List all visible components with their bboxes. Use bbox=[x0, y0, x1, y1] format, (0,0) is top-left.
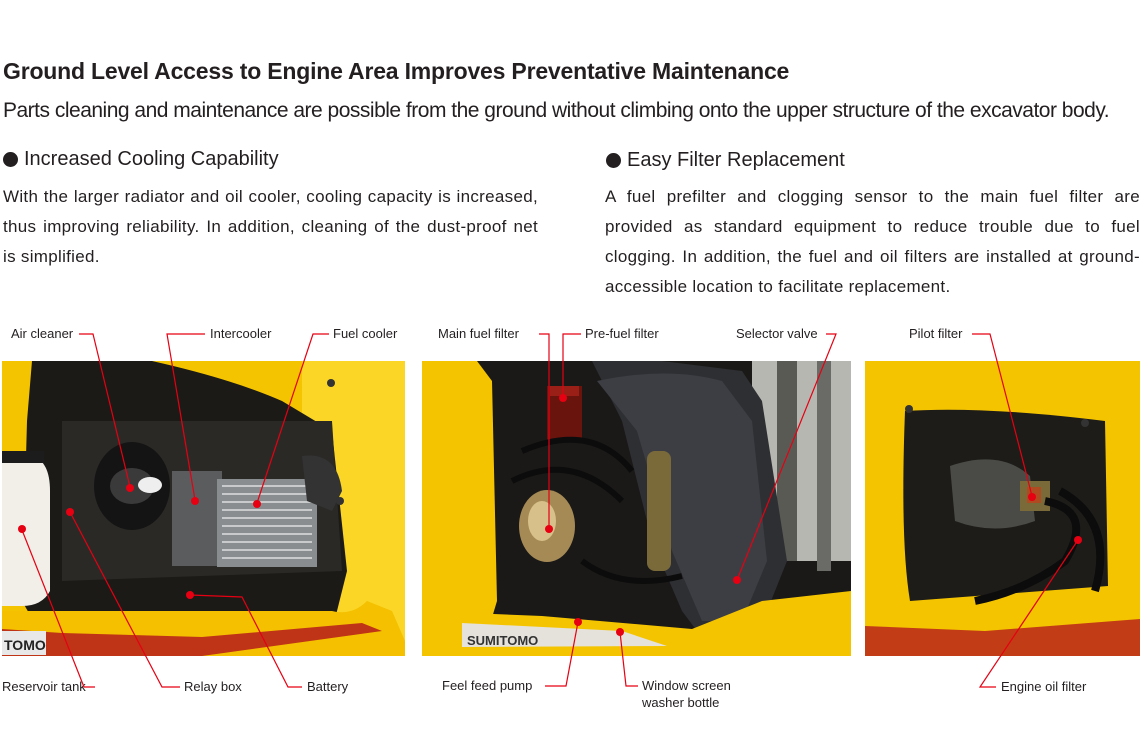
label-intercooler: Intercooler bbox=[210, 326, 272, 341]
feature-heading-filter bbox=[606, 149, 845, 172]
label-air-cleaner: Air cleaner bbox=[11, 326, 74, 341]
feature-title: Easy Filter Replacement bbox=[627, 149, 845, 171]
photo-pilot-filter-bay bbox=[865, 361, 1140, 656]
label-relay-box: Relay box bbox=[184, 679, 242, 694]
photo-filter-bay bbox=[422, 361, 851, 656]
bullet-icon bbox=[3, 152, 18, 167]
feature-title: Increased Cooling Capability bbox=[24, 148, 279, 170]
label-window-screen-line2: washer bottle bbox=[642, 695, 720, 710]
label-battery: Battery bbox=[307, 679, 349, 694]
photo-engine-bay bbox=[2, 361, 405, 656]
page-title: Ground Level Access to Engine Area Improves Preventative Maintenance bbox=[3, 58, 790, 84]
label-selector-valve: Selector valve bbox=[736, 326, 818, 341]
feature-body-filter: A fuel prefilter and clogging sensor to the main fuel filter are provided as standard equipment to reduce trouble due to fuel clogging. In addition, the fuel and oil filters are installed at ground-accessible location to facilitate replacement. bbox=[605, 187, 1140, 296]
feature-body-cooling: With the larger radiator and oil cooler, cooling capacity is increased, thus improving reliability. In addition, cleaning of the dust-proof net is simplified. bbox=[3, 187, 538, 266]
brand-text-partial: TOMO bbox=[4, 637, 46, 653]
bullet-icon bbox=[606, 153, 621, 168]
feature-heading-cooling bbox=[3, 148, 279, 171]
label-engine-oil-filter: Engine oil filter bbox=[1001, 679, 1087, 694]
label-feel-feed-pump: Feel feed pump bbox=[442, 678, 533, 693]
label-window-screen-line1: Window screen bbox=[642, 678, 731, 693]
label-pre-fuel-filter: Pre-fuel filter bbox=[585, 326, 659, 341]
label-reservoir-tank: Reservoir tank bbox=[2, 679, 86, 694]
page-subtitle: Parts cleaning and maintenance are possible from the ground without climbing onto the upper structure of the excavator body. bbox=[3, 99, 1110, 122]
brand-text: SUMITOMO bbox=[467, 633, 539, 648]
label-pilot-filter: Pilot filter bbox=[909, 326, 963, 341]
label-main-fuel-filter: Main fuel filter bbox=[438, 326, 519, 341]
label-fuel-cooler: Fuel cooler bbox=[333, 326, 398, 341]
